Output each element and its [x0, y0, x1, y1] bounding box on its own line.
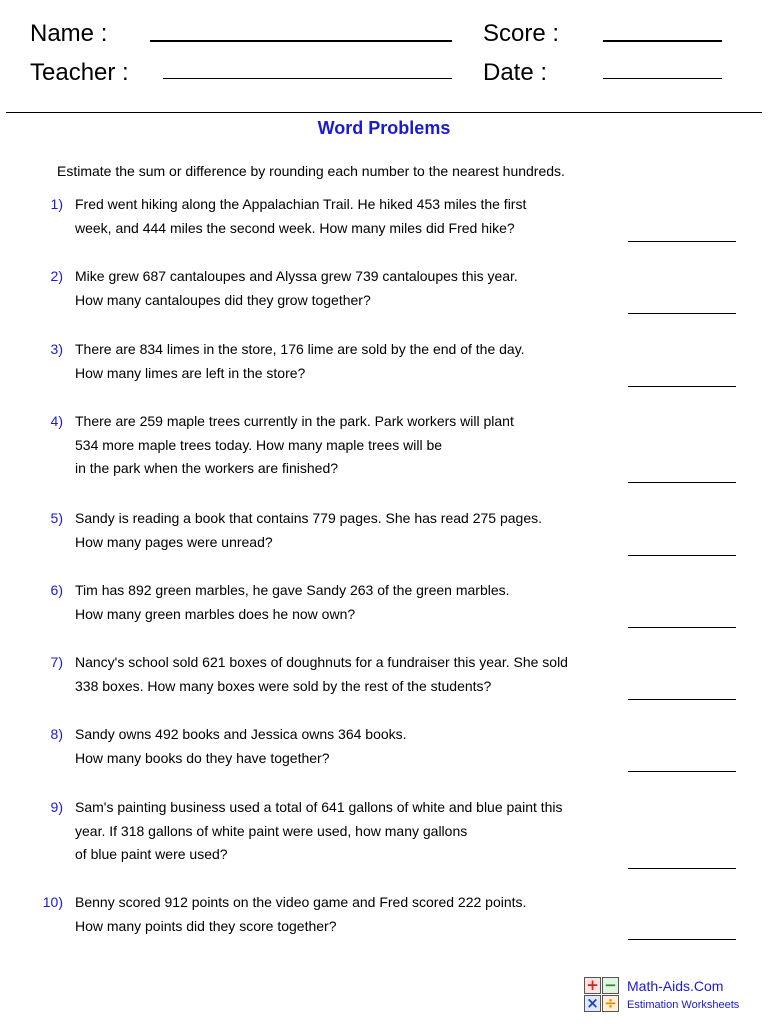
- problem-text-line: There are 259 maple trees currently in the park. Park workers will plant: [75, 413, 514, 429]
- problem-text-line: Sam's painting business used a total of 641 gallons of white and blue paint this: [75, 799, 563, 815]
- problem-text: [75, 723, 407, 770]
- problem-text: [75, 265, 518, 312]
- problem-text-line: in the park when the workers are finished?: [75, 460, 339, 476]
- problem-text-line: How many limes are left in the store?: [75, 364, 306, 381]
- problem-text-line: How many cantaloupes did they grow together?: [75, 291, 371, 308]
- problem-number: 1): [50, 196, 63, 212]
- answer-line[interactable]: [628, 241, 736, 242]
- problem-number: 8): [50, 726, 63, 742]
- answer-line[interactable]: [628, 771, 736, 772]
- score-label: Score :: [483, 20, 560, 47]
- problem-text-line: Fred went hiking along the Appalachian Trail. He hiked 453 miles the first: [75, 196, 527, 212]
- problem-number: 5): [50, 510, 63, 526]
- answer-line[interactable]: [628, 868, 736, 869]
- problem-number: 7): [50, 654, 63, 670]
- score-field-line[interactable]: [603, 40, 722, 42]
- problem-number: 10): [42, 894, 63, 910]
- problem-number: 6): [50, 582, 63, 598]
- problem-text: [75, 193, 526, 240]
- teacher-label: Teacher :: [30, 59, 129, 86]
- minus-icon: −: [602, 977, 619, 994]
- problem-text-line: week, and 444 miles the second week. How many miles did Fred hike?: [75, 219, 515, 236]
- answer-line[interactable]: [628, 627, 736, 628]
- date-field-line[interactable]: [603, 78, 722, 79]
- problem-text-line: How many books do they have together?: [75, 749, 330, 766]
- problem-text-line: How many points did they score together?: [75, 917, 337, 934]
- problem-text-line: Sandy is reading a book that contains 779 pages. She has read 275 pages.: [75, 510, 543, 526]
- problem-text: [75, 507, 542, 554]
- date-label: Date :: [483, 59, 548, 86]
- problem-number: 2): [50, 268, 63, 284]
- times-icon: ×: [584, 995, 601, 1012]
- math-aids-logo: [584, 977, 760, 1017]
- worksheet-title: Word Problems: [317, 118, 451, 138]
- answer-line[interactable]: [628, 482, 736, 483]
- plus-icon: +: [584, 977, 601, 994]
- problem-text-line: There are 834 limes in the store, 176 lime are sold by the end of the day.: [75, 341, 525, 357]
- problem-number: 3): [50, 341, 63, 357]
- problem-text: [75, 338, 525, 385]
- problem-text: [75, 410, 514, 481]
- problem-text-line: Nancy's school sold 621 boxes of doughnuts for a fundraiser this year. She sold: [75, 654, 568, 670]
- operations-grid-icon: [584, 977, 620, 1013]
- problem-text-line: How many green marbles does he now own?: [75, 605, 356, 622]
- problem-text-line: 534 more maple trees today. How many maple trees will be: [75, 436, 443, 453]
- problem-text: [75, 651, 568, 698]
- answer-line[interactable]: [628, 939, 736, 940]
- problem-text: [75, 796, 563, 867]
- header-divider: [6, 112, 762, 113]
- logo-subtitle: Estimation Worksheets: [627, 999, 740, 1011]
- problem-text-line: 338 boxes. How many boxes were sold by the rest of the students?: [75, 677, 492, 694]
- teacher-field-line[interactable]: [163, 78, 452, 79]
- problem-number: 9): [50, 799, 63, 815]
- answer-line[interactable]: [628, 699, 736, 700]
- problem-text-line: Benny scored 912 points on the video game and Fred scored 222 points.: [75, 894, 527, 910]
- problem-text: [75, 579, 510, 626]
- name-field-line[interactable]: [150, 40, 452, 42]
- problem-text-line: Tim has 892 green marbles, he gave Sandy 263 of the green marbles.: [75, 582, 510, 598]
- answer-line[interactable]: [628, 313, 736, 314]
- problem-text-line: Mike grew 687 cantaloupes and Alyssa grew 739 cantaloupes this year.: [75, 268, 518, 284]
- problem-text-line: of blue paint were used?: [75, 846, 228, 862]
- name-label: Name :: [30, 20, 108, 47]
- answer-line[interactable]: [628, 555, 736, 556]
- problem-text-line: year. If 318 gallons of white paint were used, how many gallons: [75, 822, 468, 839]
- divide-icon: ÷: [602, 995, 619, 1012]
- problem-number: 4): [50, 413, 63, 429]
- problem-text-line: Sandy owns 492 books and Jessica owns 364 books.: [75, 726, 407, 742]
- answer-line[interactable]: [628, 386, 736, 387]
- logo-site-name: Math-Aids.Com: [627, 978, 724, 994]
- problem-text: [75, 891, 526, 938]
- problem-text-line: How many pages were unread?: [75, 533, 273, 550]
- instructions: Estimate the sum or difference by rounding each number to the nearest hundreds.: [57, 163, 565, 179]
